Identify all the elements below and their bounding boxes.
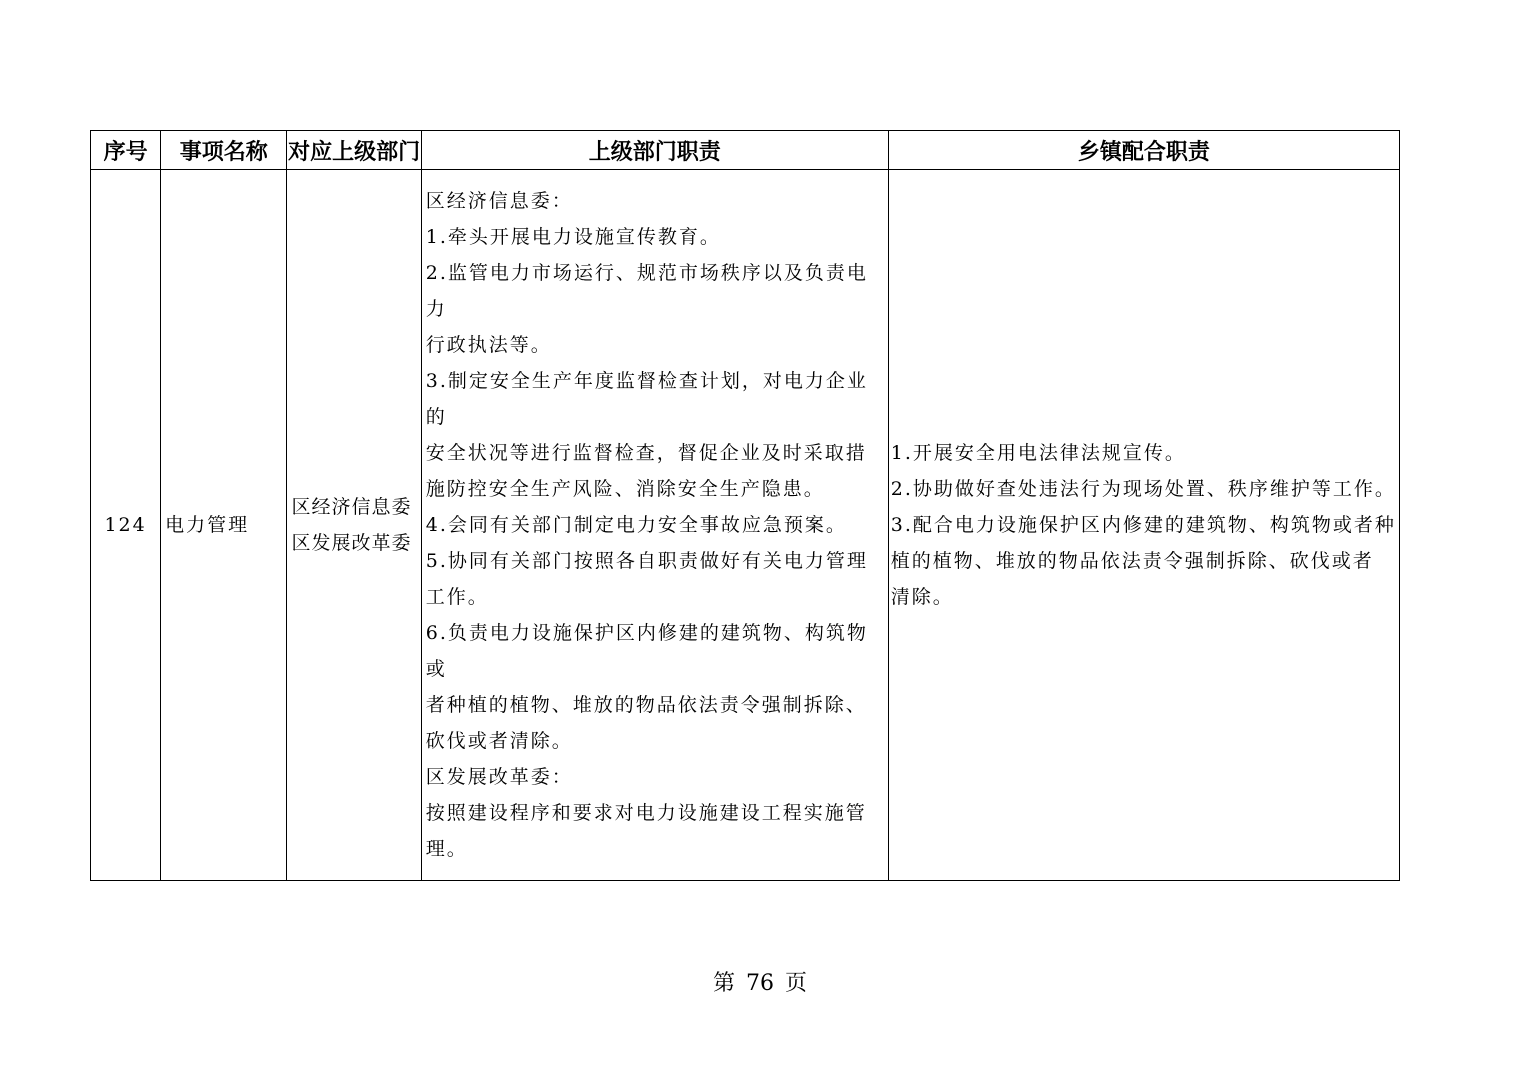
cell-item-name: 电力管理 (161, 170, 287, 881)
duty-line: 5.协同有关部门按照各自职责做好有关电力管理 (425, 550, 868, 572)
header-superior-duties: 上级部门职责 (421, 131, 888, 170)
duty-line: 行政执法等。 (425, 334, 552, 356)
duty-line: 区发展改革委： (425, 766, 573, 788)
header-township-duties: 乡镇配合职责 (888, 131, 1399, 170)
duty-line: 2.监管电力市场运行、规范市场秩序以及负责电力 (425, 262, 868, 320)
duty-line: 3.制定安全生产年度监督检查计划，对电力企业的 (425, 370, 868, 428)
duty-line: 安全状况等进行监督检查，督促企业及时采取措 (425, 442, 867, 464)
page-number: 第 76 页 (713, 971, 807, 996)
duty-line: 4.会同有关部门制定电力安全事故应急预案。 (425, 514, 847, 536)
header-item-name: 事项名称 (161, 131, 287, 170)
duty-line: 理。 (425, 838, 468, 860)
duty-line: 区经济信息委： (425, 190, 573, 212)
duty-line: 植的植物、堆放的物品依法责令强制拆除、砍伐或者 (890, 550, 1374, 572)
table-row (91, 170, 1400, 881)
dept-line: 区经济信息委 (291, 496, 412, 518)
duty-line: 者种植的植物、堆放的物品依法责令强制拆除、 (425, 694, 867, 716)
duty-line: 砍伐或者清除。 (425, 730, 573, 752)
dept-line: 区发展改革委 (291, 532, 412, 554)
cell-serial-number: 124 (91, 170, 161, 881)
duty-line: 施防控安全生产风险、消除安全生产隐患。 (425, 478, 825, 500)
header-serial-number: 序号 (91, 131, 161, 170)
duty-line: 1.开展安全用电法律法规宣传。 (890, 442, 1186, 464)
cell-township-duties (888, 170, 1399, 881)
duty-line: 工作。 (425, 586, 489, 608)
duty-line: 6.负责电力设施保护区内修建的建筑物、构筑物或 (425, 622, 868, 680)
duty-table (90, 130, 1400, 881)
duty-line: 清除。 (890, 586, 954, 608)
cell-superior-duties (421, 170, 888, 881)
duty-line: 3.配合电力设施保护区内修建的建筑物、构筑物或者种 (890, 514, 1396, 536)
duty-line: 按照建设程序和要求对电力设施建设工程实施管 (425, 802, 867, 824)
duty-line: 1.牵头开展电力设施宣传教育。 (425, 226, 721, 248)
header-superior-department: 对应上级部门 (287, 131, 421, 170)
duty-line: 2.协助做好查处违法行为现场处置、秩序维护等工作。 (890, 478, 1396, 500)
cell-superior-department (287, 170, 421, 881)
table-header-row (91, 131, 1400, 170)
